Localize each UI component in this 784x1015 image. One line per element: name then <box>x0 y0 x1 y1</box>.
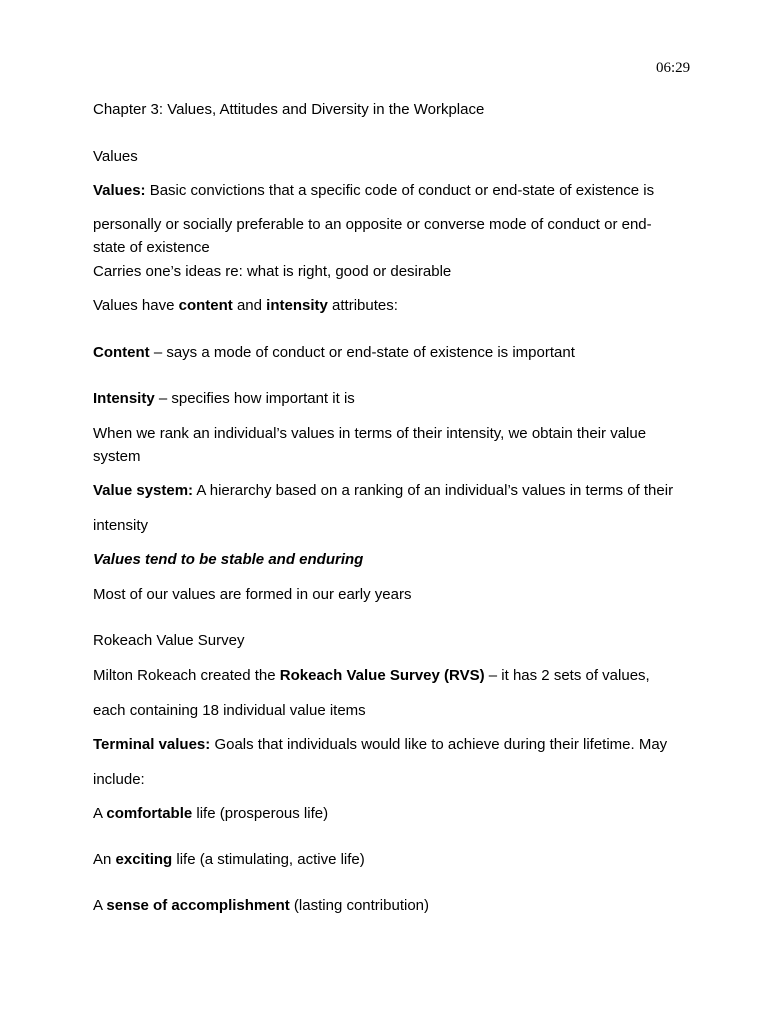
terminal-values-definition <box>93 737 667 752</box>
intensity-definition <box>93 391 355 406</box>
section-heading-values: Values <box>93 148 138 165</box>
stable-emphasis: Values tend to be stable and enduring <box>93 551 364 568</box>
list-item-post: life (a stimulating, active life) <box>172 851 365 868</box>
chapter-title: Chapter 3: Values, Attitudes and Diversity in the Workplace <box>93 101 485 118</box>
value-system-line-2: intensity <box>93 517 149 534</box>
content-term: Content <box>93 344 150 361</box>
value-system-text: A hierarchy based on a ranking of an individual’s values in terms of their <box>193 482 674 499</box>
list-item-pre: An <box>93 851 116 868</box>
content-text: – says a mode of conduct or end-state of existence is important <box>149 344 575 361</box>
carries-line: Carries one’s ideas re: what is right, good or desirable <box>93 263 452 280</box>
value-system-term: Value system: <box>93 482 194 499</box>
list-item-post: (lasting contribution) <box>289 897 429 914</box>
values-definition-text: Basic convictions that a specific code of conduct or end-state of existence is <box>145 182 655 199</box>
list-item <box>93 852 365 867</box>
rank-text-line-2: system <box>93 448 141 465</box>
timestamp: 06:29 <box>656 60 691 76</box>
intensity-text: – specifies how important it is <box>154 390 355 407</box>
values-definition-line <box>93 183 654 198</box>
rvs-line-2: each containing 18 individual value items <box>93 702 366 719</box>
list-item-post: life (prosperous life) <box>192 805 329 822</box>
list-item <box>93 806 328 821</box>
rvs-post: – it has 2 sets of values, <box>484 667 650 684</box>
rvs-line-1 <box>93 668 650 683</box>
terminal-values-line-2: include: <box>93 771 145 788</box>
value-system-definition <box>93 483 673 498</box>
list-item <box>93 898 429 913</box>
list-item-pre: A <box>93 805 107 822</box>
attributes-mid: and <box>232 297 267 314</box>
section-heading-rvs: Rokeach Value Survey <box>93 632 245 649</box>
attributes-pre: Values have <box>93 297 179 314</box>
values-term: Values: <box>93 182 146 199</box>
values-definition-line-2: personally or socially preferable to an opposite or converse mode of conduct or end- <box>93 216 652 233</box>
attribute-content: content <box>178 297 233 314</box>
attributes-post: attributes: <box>327 297 398 314</box>
attribute-intensity: intensity <box>266 297 328 314</box>
list-item-bold: exciting <box>115 851 173 868</box>
list-item-bold: sense of accomplishment <box>106 897 290 914</box>
content-definition <box>93 345 575 360</box>
terminal-values-term: Terminal values: <box>93 736 211 753</box>
terminal-values-text: Goals that individuals would like to achieve during their lifetime. May <box>210 736 668 753</box>
attributes-line <box>93 298 398 313</box>
rvs-pre: Milton Rokeach created the <box>93 667 280 684</box>
list-item-bold: comfortable <box>106 805 193 822</box>
rvs-term: Rokeach Value Survey (RVS) <box>279 667 485 684</box>
intensity-term: Intensity <box>93 390 155 407</box>
rank-text-line-1: When we rank an individual’s values in terms of their intensity, we obtain their value <box>93 425 647 442</box>
values-definition-line-3: state of existence <box>93 239 210 256</box>
list-item-pre: A <box>93 897 107 914</box>
formed-line: Most of our values are formed in our early years <box>93 586 412 603</box>
